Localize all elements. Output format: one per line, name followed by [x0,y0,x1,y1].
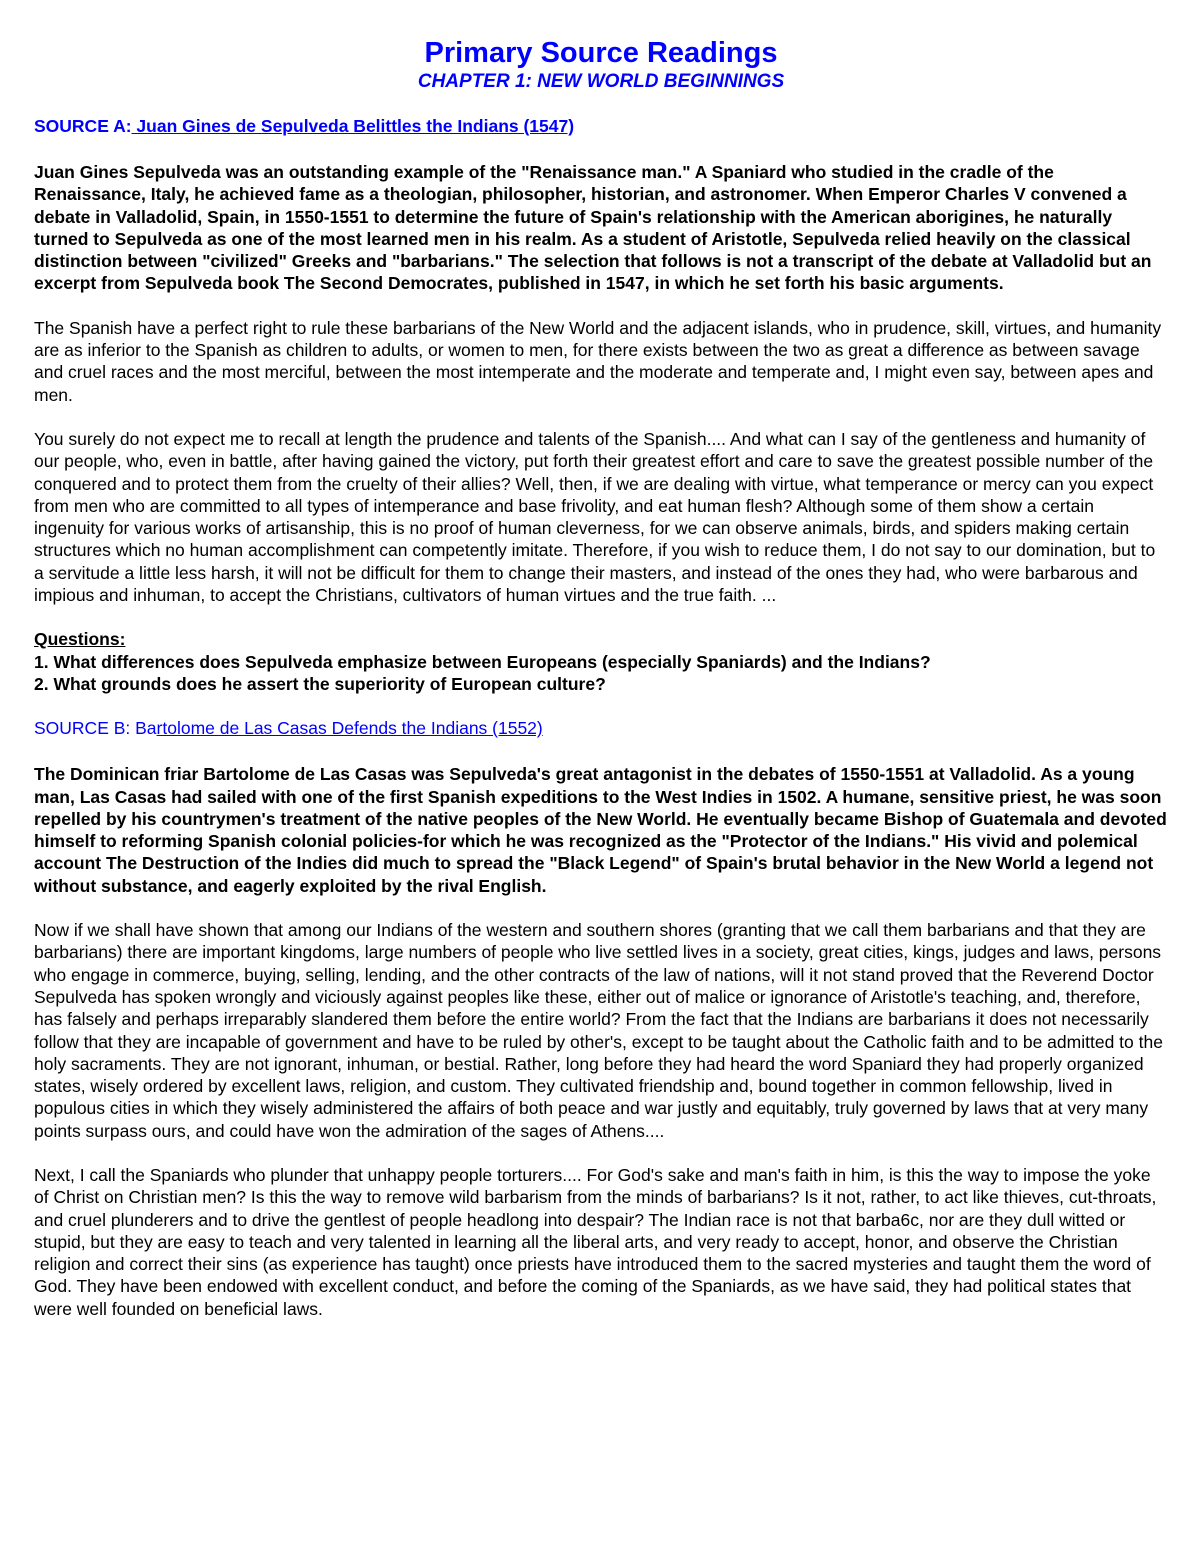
questions-heading: Questions: [34,629,126,650]
source-b-paragraph-2: Next, I call the Spaniards who plunder that unhappy people torturers.... For God's sake and man's faith in him, is this the way to impose the yoke of Christ on Christian men? Is this the way to remove wild barbarism from the minds of barbarians? Is it not, rather, to act like thieves, cut-throats, and cruel plunderers and to drive the gentlest of people headlong into despair? The Indian race is not that barba6c, nor are they dull witted or stupid, but they are easy to teach and very talented in learning all the liberal arts, and very ready to accept, honor, and observe the Christian religion and correct their sins (as experience has taught) once priests have introduced them to the sacred mysteries and taught them the word of God. They have been endowed with excellent conduct, and before the coming of the Spaniards, as we have said, they had political states that were well founded on beneficial laws. [34,1164,1157,1319]
source-b-paragraph-1: Now if we shall have shown that among our Indians of the western and southern shores (granting that we call them barbarians and that they are barbarians) there are important kingdoms, large numbers of people who live settled lives in a society, great cities, kings, judges and laws, persons who engage in commerce, buying, selling, lending, and the other contracts of the law of nations, will it not stand proved that the Reverend Doctor Sepulveda has spoken wrongly and viciously against peoples like these, either out of malice or ignorance of Aristotle's teaching, and, therefore, has falsely and perhaps irreparably slandered them before the entire world? From the fact that the Indians are barbarians it does not necessarily follow that they are incapable of government and have to be ruled by other's, except to be taught about the Catholic faith and to be admitted to the holy sacraments. They are not ignorant, inhuman, or bestial. Rather, long before they had heard the word Spaniard they had properly organized states, wisely ordered by excellent laws, religion, and custom. They cultivated friendship and, bound together in common fellowship, lived in populous cities in which they wisely administered the affairs of both peace and war justly and equitably, truly governed by laws that at very many points surpass ours, and could have won the admiration of the sages of Athens.... [34,920,1163,1141]
source-b-heading [34,717,1168,739]
source-b-intro: The Dominican friar Bartolome de Las Casas was Sepulveda's great antagonist in the debates of 1550-1551 at Valladolid. As a young man, Las Casas had sailed with one of the first Spanish expeditions to the West Indies in 1502. A humane, sensitive priest, he was soon repelled by his countrymen's treatment of the native peoples of the New World. He eventually became Bishop of Guatemala and devoted himself to reforming Spanish colonial policies-for which he was recognized as the "Protector of the Indians." His vivid and polemical account The Destruction of the Indies did much to spread the "Black Legend" of Spain's brutal behavior in the New World a legend not without substance, and eagerly exploited by the rival English. [34,764,1167,896]
chapter-subtitle: CHAPTER 1: NEW WORLD BEGINNINGS [417,71,785,92]
source-b-link[interactable]: rtolome de Las Casas Defends the Indians (1552) [156,718,543,739]
source-a-heading [34,115,1168,137]
question-1: 1. What differences does Sepulveda emphasize between Europeans (especially Spaniards) and the Indians? [34,651,931,672]
source-a-paragraph-2: You surely do not expect me to recall at length the prudence and talents of the Spanish.... And what can I say of the gentleness and humanity of our people, who, even in battle, after having gained the victory, put forth their greatest effort and care to save the greatest possible number of the conquered and to protect them from the cruelty of their allies? Well, then, if we are dealing with virtue, what temperance or mercy can you expect from men who are committed to all types of intemperance and base frivolity, and eat human flesh? Although some of them show a certain ingenuity for various works of artisanship, this is no proof of human cleverness, for we can observe animals, birds, and spiders making certain structures which no human accomplishment can competently imitate. Therefore, if you wish to reduce them, I do not say to our domination, but to a servitude a little less harsh, it will not be difficult for them to change their masters, and instead of the ones they had, who were barbarous and impious and inhuman, to accept the Christians, cultivators of human virtues and the true faith. ... [34,428,1156,606]
source-a-link[interactable]: Juan Gines de Sepulveda Belittles the Indians (1547) [131,116,575,136]
page-title: Primary Source Readings [424,37,778,69]
source-a-label: SOURCE A: [34,116,132,136]
document-page [34,36,1168,1342]
source-a-paragraph-1: The Spanish have a perfect right to rule these barbarians of the New World and the adjacent islands, who in prudence, skill, virtues, and humanity are as inferior to the Spanish as children to adults, or women to men, for there exists between the two as great a difference as between savage and cruel races and the most merciful, between the most intemperate and the moderate and temperate and, I might even say, between apes and men. [34,317,1162,405]
question-2: 2. What grounds does he assert the superiority of European culture? [34,673,606,694]
source-a-intro: Juan Gines Sepulveda was an outstanding example of the "Renaissance man." A Spaniard who studied in the cradle of the Renaissance, Italy, he achieved fame as a theologian, philosopher, historian, and astronomer. When Emperor Charles V convened a debate in Valladolid, Spain, in 1550-1551 to determine the future of Spain's relationship with the American aborigines, he naturally turned to Sepulveda as one of the most learned men in his realm. As a student of Aristotle, Sepulveda relied heavily on the classical distinction between "civilized" Greeks and "barbarians." The selection that follows is not a transcript of the debate at Valladolid but an excerpt from Sepulveda book The Second Democrates, published in 1547, in which he set forth his basic arguments. [34,162,1152,294]
source-b-label: SOURCE B: Ba [34,718,157,739]
questions-block [34,628,1168,695]
